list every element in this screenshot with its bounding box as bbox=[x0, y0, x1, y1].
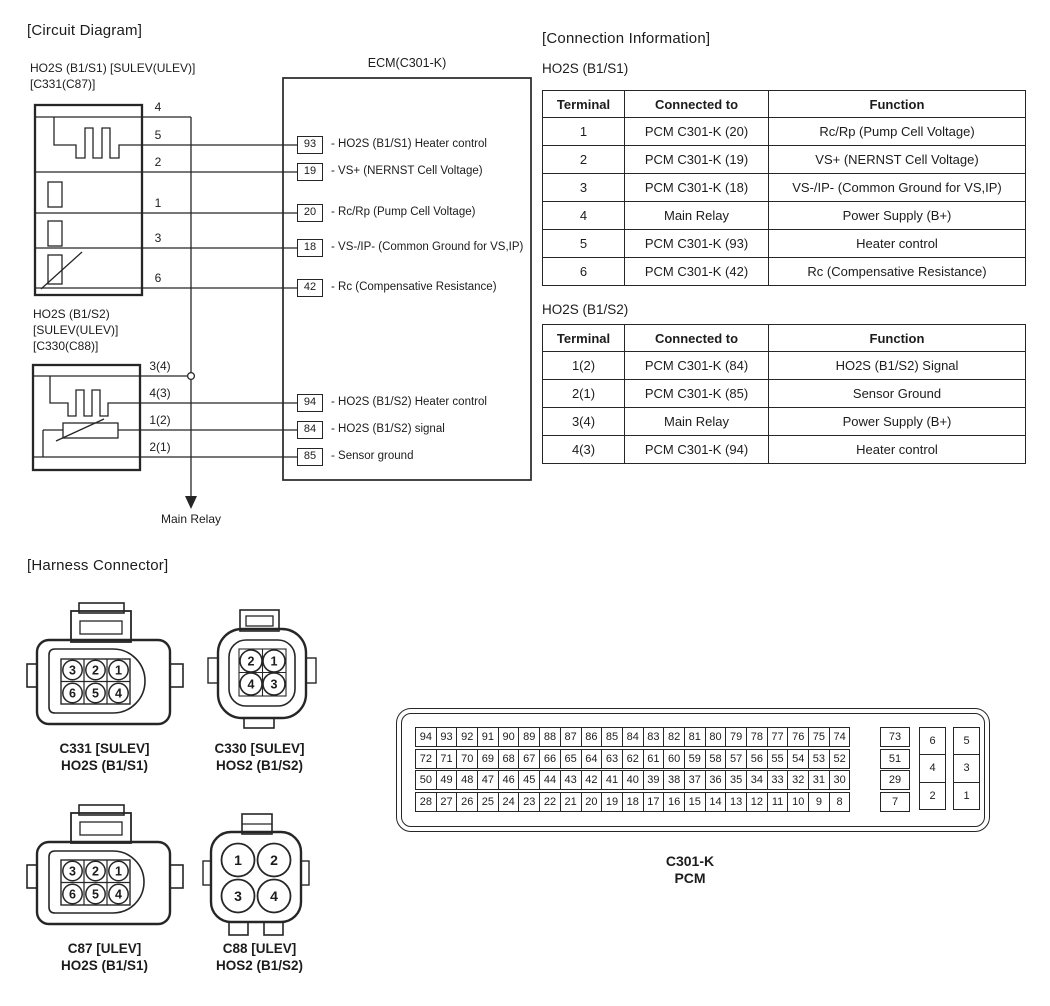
pcm-pin-cell: 4 bbox=[919, 754, 946, 782]
pcm-pin-row bbox=[415, 792, 850, 812]
sensor1-pin-2: 2 bbox=[154, 155, 162, 169]
c330-name: C330 [SULEV] bbox=[214, 741, 305, 756]
table-row bbox=[543, 380, 1026, 408]
pcm-pin-cell: 49 bbox=[436, 770, 458, 790]
c87-name: C87 [ULEV] bbox=[67, 941, 142, 956]
table-header-row bbox=[543, 91, 1026, 118]
sensor2-pin-3-4: 3(4) bbox=[149, 359, 171, 373]
c331-pin: 5 bbox=[92, 686, 99, 701]
table-cell: PCM C301-K (85) bbox=[625, 380, 769, 408]
pcm-pin-cell: 86 bbox=[581, 727, 603, 747]
wire-junction-circle bbox=[188, 373, 195, 380]
table-header-cell: Connected to bbox=[625, 325, 769, 352]
pcm-pin-cell: 40 bbox=[622, 770, 644, 790]
connector-c331-drawing bbox=[27, 603, 183, 724]
connector-c330-drawing bbox=[208, 610, 316, 728]
sensor2-pin-4-3: 4(3) bbox=[149, 386, 171, 400]
pcm-pin-cell: 72 bbox=[415, 749, 437, 769]
table-cell: Main Relay bbox=[625, 408, 769, 436]
cell-symbol-2 bbox=[48, 221, 62, 246]
pcm-pin-cell: 52 bbox=[829, 749, 851, 769]
pcm-right-column-b bbox=[953, 727, 980, 810]
c330-sub: HOS2 (B1/S2) bbox=[215, 758, 304, 773]
sensor2-label-line2: [SULEV(ULEV)] bbox=[33, 323, 119, 337]
table-cell: 5 bbox=[543, 230, 625, 258]
sensor1-pin-6: 6 bbox=[154, 271, 162, 285]
table-row bbox=[543, 352, 1026, 380]
trim-resistor-symbol bbox=[48, 255, 62, 284]
table-row bbox=[543, 258, 1026, 286]
ecm-pin-42-label: - Rc (Compensative Resistance) bbox=[331, 281, 497, 293]
heater1-element-and-wire-pin5 bbox=[54, 117, 297, 158]
c87-sub: HO2S (B1/S1) bbox=[60, 958, 149, 973]
table-cell: Heater control bbox=[769, 230, 1026, 258]
pcm-pin-cell: 94 bbox=[415, 727, 437, 747]
pcm-pin-cell: 87 bbox=[560, 727, 582, 747]
ecm-pin-94: 94 bbox=[297, 394, 323, 412]
table-row bbox=[543, 118, 1026, 146]
sensor1-pin-1: 1 bbox=[154, 196, 162, 210]
table-row bbox=[543, 408, 1026, 436]
pcm-pin-cell: 8 bbox=[829, 792, 851, 812]
table-cell: PCM C301-K (19) bbox=[625, 146, 769, 174]
pcm-pin-cell: 82 bbox=[663, 727, 685, 747]
sensor1-pin-4: 4 bbox=[154, 100, 162, 114]
sensor1-label-line2: [C331(C87)] bbox=[30, 77, 96, 91]
pcm-pin-cell: 74 bbox=[829, 727, 851, 747]
pcm-pin-row bbox=[415, 727, 850, 747]
pcm-pin-cell: 89 bbox=[518, 727, 540, 747]
table-cell: 1(2) bbox=[543, 352, 625, 380]
ecm-pin-85: 85 bbox=[297, 448, 323, 466]
pcm-pin-cell: 32 bbox=[787, 770, 809, 790]
pcm-pin-row bbox=[415, 749, 850, 769]
table-cell: Rc/Rp (Pump Cell Voltage) bbox=[769, 118, 1026, 146]
pcm-main-pin-grid bbox=[415, 727, 850, 813]
c331-pin: 4 bbox=[115, 686, 122, 701]
c331-pin: 1 bbox=[115, 663, 122, 678]
sensor2-label-line1: HO2S (B1/S2) bbox=[33, 307, 110, 321]
pcm-pin-cell: 47 bbox=[477, 770, 499, 790]
pcm-pin-cell: 73 bbox=[880, 727, 910, 747]
c88-pin: 2 bbox=[270, 852, 278, 868]
pcm-pin-cell: 66 bbox=[539, 749, 561, 769]
sensor2-pin-2-1: 2(1) bbox=[149, 440, 171, 454]
table-header-cell: Function bbox=[769, 91, 1026, 118]
pcm-pin-cell: 26 bbox=[456, 792, 478, 812]
ecm-pin-19-label: - VS+ (NERNST Cell Voltage) bbox=[331, 165, 483, 177]
ecm-pin-84-label: - HO2S (B1/S2) signal bbox=[331, 423, 445, 435]
pcm-pin-cell: 79 bbox=[725, 727, 747, 747]
table-header-cell: Terminal bbox=[543, 325, 625, 352]
harness-connector-heading: [Harness Connector] bbox=[27, 557, 169, 574]
pcm-pin-cell: 10 bbox=[787, 792, 809, 812]
table-header-cell: Terminal bbox=[543, 91, 625, 118]
ecm-pin-19: 19 bbox=[297, 163, 323, 181]
pcm-pin-cell: 88 bbox=[539, 727, 561, 747]
pcm-pin-cell: 11 bbox=[767, 792, 789, 812]
pcm-pin-cell: 59 bbox=[684, 749, 706, 769]
c331-sub: HO2S (B1/S1) bbox=[60, 758, 149, 773]
pcm-pin-cell: 17 bbox=[643, 792, 665, 812]
pcm-pin-cell: 64 bbox=[581, 749, 603, 769]
pcm-pin-cell: 37 bbox=[684, 770, 706, 790]
pcm-connector-inner-outline bbox=[401, 713, 985, 827]
pcm-pin-cell: 77 bbox=[767, 727, 789, 747]
connector-c88-drawing bbox=[203, 814, 309, 935]
pcm-pin-cell: 7 bbox=[880, 792, 910, 812]
sensor1-label-line1: HO2S (B1/S1) [SULEV(ULEV)] bbox=[30, 61, 196, 75]
table-row bbox=[543, 230, 1026, 258]
pcm-pin-cell: 6 bbox=[919, 727, 946, 755]
c88-pin: 1 bbox=[234, 852, 242, 868]
table-cell: PCM C301-K (20) bbox=[625, 118, 769, 146]
pcm-pin-cell: 56 bbox=[746, 749, 768, 769]
pcm-pin-cell: 55 bbox=[767, 749, 789, 769]
pcm-pin-cell: 53 bbox=[808, 749, 830, 769]
table-cell: VS-/IP- (Common Ground for VS,IP) bbox=[769, 174, 1026, 202]
pcm-pin-cell: 3 bbox=[953, 754, 980, 782]
ecm-pin-18: 18 bbox=[297, 239, 323, 257]
cell-symbol-1 bbox=[48, 182, 62, 207]
pcm-pin-cell: 39 bbox=[643, 770, 665, 790]
connection-table-ho2s-b1s2 bbox=[542, 324, 1026, 464]
table-cell: 6 bbox=[543, 258, 625, 286]
c88-sub: HOS2 (B1/S2) bbox=[215, 958, 304, 973]
pcm-pin-cell: 80 bbox=[705, 727, 727, 747]
c87-pin: 4 bbox=[115, 887, 122, 902]
pcm-pin-cell: 27 bbox=[436, 792, 458, 812]
table-header-row bbox=[543, 325, 1026, 352]
c330-pin: 2 bbox=[247, 654, 255, 669]
pcm-pin-cell: 30 bbox=[829, 770, 851, 790]
pcm-pin-cell: 85 bbox=[601, 727, 623, 747]
pcm-pin-cell: 25 bbox=[477, 792, 499, 812]
table-row bbox=[543, 146, 1026, 174]
c331-pin: 6 bbox=[69, 686, 76, 701]
pcm-pin-cell: 69 bbox=[477, 749, 499, 769]
ecm-pin-85-label: - Sensor ground bbox=[331, 450, 414, 462]
pcm-pin-cell: 29 bbox=[880, 770, 910, 790]
pcm-pin-cell: 58 bbox=[705, 749, 727, 769]
ecm-pin-94-label: - HO2S (B1/S2) Heater control bbox=[331, 396, 487, 408]
table-cell: PCM C301-K (93) bbox=[625, 230, 769, 258]
pcm-pin-cell: 67 bbox=[518, 749, 540, 769]
ecm-pin-20-label: - Rc/Rp (Pump Cell Voltage) bbox=[331, 206, 476, 218]
table-cell: 4 bbox=[543, 202, 625, 230]
pcm-pin-cell: 91 bbox=[477, 727, 499, 747]
pcm-pin-cell: 78 bbox=[746, 727, 768, 747]
pcm-pin-cell: 13 bbox=[725, 792, 747, 812]
table-cell: 2(1) bbox=[543, 380, 625, 408]
c88-pin: 3 bbox=[234, 888, 242, 904]
pcm-pin-cell: 62 bbox=[622, 749, 644, 769]
sensor2-pin-1-2: 1(2) bbox=[149, 413, 171, 427]
connection-table-ho2s-b1s1 bbox=[542, 90, 1026, 286]
pcm-pin-cell: 71 bbox=[436, 749, 458, 769]
pcm-pin-row bbox=[415, 770, 850, 790]
pcm-pin-cell: 19 bbox=[601, 792, 623, 812]
c330-pin: 3 bbox=[270, 677, 278, 692]
table-cell: PCM C301-K (18) bbox=[625, 174, 769, 202]
sensor1-pin-5: 5 bbox=[154, 128, 162, 142]
pcm-pin-cell: 93 bbox=[436, 727, 458, 747]
pcm-pin-cell: 46 bbox=[498, 770, 520, 790]
table-row bbox=[543, 202, 1026, 230]
c330-pin: 4 bbox=[247, 677, 255, 692]
c330-pin: 1 bbox=[270, 654, 278, 669]
pcm-pin-cell: 20 bbox=[581, 792, 603, 812]
table-cell: Power Supply (B+) bbox=[769, 408, 1026, 436]
pcm-pin-cell: 61 bbox=[643, 749, 665, 769]
circuit-wiring-drawing bbox=[0, 0, 560, 540]
pcm-pin-cell: 34 bbox=[746, 770, 768, 790]
sensor1-pin-3: 3 bbox=[154, 231, 162, 245]
ecm-pin-20: 20 bbox=[297, 204, 323, 222]
sensor2-connector-box bbox=[33, 365, 140, 470]
pcm-sub: PCM bbox=[674, 870, 706, 886]
pcm-pin-cell: 48 bbox=[456, 770, 478, 790]
c88-pin: 4 bbox=[270, 888, 278, 904]
c331-pin: 3 bbox=[69, 663, 76, 678]
pcm-pin-cell: 35 bbox=[725, 770, 747, 790]
sensor2-label-line3: [C330(C88)] bbox=[33, 339, 99, 353]
pcm-pin-cell: 57 bbox=[725, 749, 747, 769]
pcm-pin-cell: 31 bbox=[808, 770, 830, 790]
table-cell: 3 bbox=[543, 174, 625, 202]
c87-pin: 1 bbox=[115, 864, 122, 879]
table-cell: Main Relay bbox=[625, 202, 769, 230]
pcm-pin-cell: 41 bbox=[601, 770, 623, 790]
pcm-pin-cell: 21 bbox=[560, 792, 582, 812]
connection-info-heading: [Connection Information] bbox=[542, 30, 711, 47]
pcm-pin-cell: 28 bbox=[415, 792, 437, 812]
table-cell: 4(3) bbox=[543, 436, 625, 464]
pcm-pin-cell: 43 bbox=[560, 770, 582, 790]
ecm-pin-93-label: - HO2S (B1/S1) Heater control bbox=[331, 138, 487, 150]
pcm-pin-cell: 33 bbox=[767, 770, 789, 790]
pcm-pin-cell: 50 bbox=[415, 770, 437, 790]
table-row bbox=[543, 174, 1026, 202]
table-cell: PCM C301-K (84) bbox=[625, 352, 769, 380]
main-relay-arrowhead bbox=[185, 496, 197, 509]
sensor1-connector-box bbox=[35, 105, 142, 295]
pcm-name: C301-K bbox=[665, 853, 715, 869]
pcm-pin-cell: 2 bbox=[919, 782, 946, 810]
pcm-pin-cell: 70 bbox=[456, 749, 478, 769]
pcm-single-column bbox=[880, 727, 910, 813]
ecm-pin-18-label: - VS-/IP- (Common Ground for VS,IP) bbox=[331, 241, 524, 253]
c87-pin: 3 bbox=[69, 864, 76, 879]
table2-title: HO2S (B1/S2) bbox=[542, 302, 629, 317]
main-relay-label: Main Relay bbox=[160, 512, 222, 526]
table-cell: 2 bbox=[543, 146, 625, 174]
connector-c87-drawing bbox=[27, 805, 183, 924]
c88-name: C88 [ULEV] bbox=[222, 941, 297, 956]
pcm-pin-cell: 1 bbox=[953, 782, 980, 810]
pcm-pin-cell: 38 bbox=[663, 770, 685, 790]
pcm-pin-cell: 16 bbox=[663, 792, 685, 812]
pcm-pin-cell: 83 bbox=[643, 727, 665, 747]
pcm-pin-cell: 92 bbox=[456, 727, 478, 747]
ecm-pin-42: 42 bbox=[297, 279, 323, 297]
pcm-pin-cell: 44 bbox=[539, 770, 561, 790]
c87-pin: 6 bbox=[69, 887, 76, 902]
ecm-title: ECM(C301-K) bbox=[367, 56, 447, 70]
circuit-diagram-heading: [Circuit Diagram] bbox=[27, 22, 143, 39]
pcm-pin-cell: 42 bbox=[581, 770, 603, 790]
table-cell: 3(4) bbox=[543, 408, 625, 436]
pcm-pin-cell: 12 bbox=[746, 792, 768, 812]
pcm-pin-cell: 90 bbox=[498, 727, 520, 747]
pcm-pin-cell: 60 bbox=[663, 749, 685, 769]
pcm-pin-cell: 15 bbox=[684, 792, 706, 812]
pcm-pin-cell: 5 bbox=[953, 727, 980, 755]
pcm-pin-cell: 54 bbox=[787, 749, 809, 769]
pcm-pin-cell: 24 bbox=[498, 792, 520, 812]
pcm-pin-cell: 22 bbox=[539, 792, 561, 812]
pcm-pin-cell: 63 bbox=[601, 749, 623, 769]
table-cell: Sensor Ground bbox=[769, 380, 1026, 408]
pcm-pin-cell: 9 bbox=[808, 792, 830, 812]
table-cell: 1 bbox=[543, 118, 625, 146]
c331-pin: 2 bbox=[92, 663, 99, 678]
ecm-pin-84: 84 bbox=[297, 421, 323, 439]
c87-pin: 5 bbox=[92, 887, 99, 902]
pcm-pin-cell: 23 bbox=[518, 792, 540, 812]
pcm-pin-cell: 18 bbox=[622, 792, 644, 812]
table-cell: Power Supply (B+) bbox=[769, 202, 1026, 230]
table-header-cell: Connected to bbox=[625, 91, 769, 118]
table-cell: VS+ (NERNST Cell Voltage) bbox=[769, 146, 1026, 174]
ecm-pin-93: 93 bbox=[297, 136, 323, 154]
pcm-pin-cell: 14 bbox=[705, 792, 727, 812]
pcm-pin-cell: 75 bbox=[808, 727, 830, 747]
pcm-pin-cell: 51 bbox=[880, 749, 910, 769]
table-row bbox=[543, 436, 1026, 464]
pcm-pin-cell: 65 bbox=[560, 749, 582, 769]
table-cell: Heater control bbox=[769, 436, 1026, 464]
table-header-cell: Function bbox=[769, 325, 1026, 352]
pcm-right-column-a bbox=[919, 727, 946, 810]
pcm-connector-drawing bbox=[396, 708, 990, 832]
c331-name: C331 [SULEV] bbox=[59, 741, 150, 756]
table-cell: HO2S (B1/S2) Signal bbox=[769, 352, 1026, 380]
pcm-pin-cell: 68 bbox=[498, 749, 520, 769]
pcm-pin-cell: 81 bbox=[684, 727, 706, 747]
pcm-pin-cell: 36 bbox=[705, 770, 727, 790]
pcm-pin-cell: 84 bbox=[622, 727, 644, 747]
pcm-pin-cell: 45 bbox=[518, 770, 540, 790]
table-cell: Rc (Compensative Resistance) bbox=[769, 258, 1026, 286]
table-cell: PCM C301-K (94) bbox=[625, 436, 769, 464]
pcm-pin-cell: 76 bbox=[787, 727, 809, 747]
table1-title: HO2S (B1/S1) bbox=[542, 61, 629, 76]
table-cell: PCM C301-K (42) bbox=[625, 258, 769, 286]
c87-pin: 2 bbox=[92, 864, 99, 879]
